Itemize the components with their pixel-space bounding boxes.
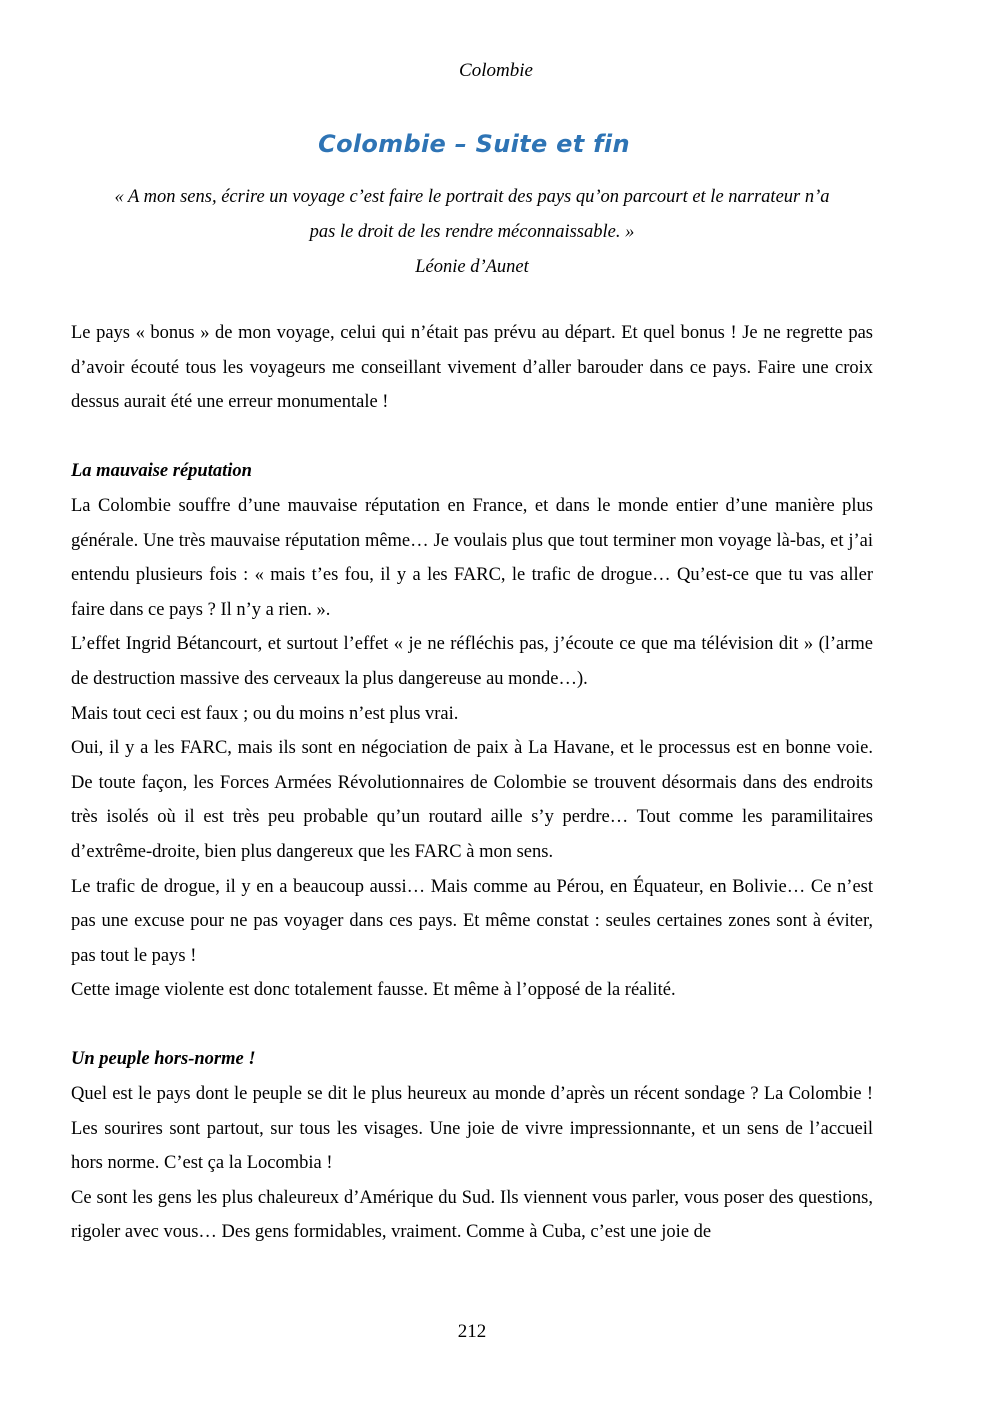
section-heading: Un peuple hors-norme ! [71, 1049, 256, 1070]
paragraph-gap [71, 1008, 873, 1043]
epigraph-line-2: pas le droit de les rendre méconnaissable. » [309, 222, 635, 242]
body-text [71, 316, 873, 1250]
paragraph-gap [71, 420, 873, 455]
paragraph: Ce sont les gens les plus chaleureux d’Amérique du Sud. Ils viennent vous parler, vous poser des questions, rigoler avec vous… Des gens formidables, vraiment. Comme à Cuba, c’est une joie de [71, 1187, 873, 1243]
chapter-title: Colombie – Suite et fin [318, 130, 630, 158]
paragraph: La Colombie souffre d’une mauvaise réputation en France, et dans le monde entier d’une manière plus générale. Une très mauvaise réputation même… Je voulais plus que tout terminer mon voyage là-bas, et j’ai entendu plusieurs fois : « mais t’es fou, il y a les FARC, le trafic de drogue… Qu’est-ce que tu vas aller faire dans ce pays ? Il n’y a rien. ». [71, 495, 873, 620]
paragraph: Le trafic de drogue, il y en a beaucoup aussi… Mais comme au Pérou, en Équateur, en Bolivie… Ce n’est pas une excuse pour ne pas voyager dans ces pays. Et même constat : seules certaines zones sont à éviter, pas tout le pays ! [71, 876, 873, 966]
epigraph [71, 180, 873, 285]
paragraph: L’effet Ingrid Bétancourt, et surtout l’effet « je ne réfléchis pas, j’écoute ce que ma télévision dit » (l’arme de destruction massive des cerveaux la plus dangereuse au monde…). [71, 634, 873, 689]
intro-paragraph: Le pays « bonus » de mon voyage, celui qui n’était pas prévu au départ. Et quel bonus ! Je ne regrette pas d’avoir écouté tous les voyageurs me conseillant vivement d’aller barouder dans ce pays. Faire une croix dessus aurait été une erreur monumentale ! [71, 323, 873, 413]
epigraph-line-1: « A mon sens, écrire un voyage c’est faire le portrait des pays qu’on parcourt et le narrateur n’a [114, 187, 830, 207]
running-header: Colombie [459, 60, 533, 81]
page-number: 212 [457, 1321, 487, 1342]
epigraph-author: Léonie d’Aunet [415, 257, 529, 277]
paragraph: Mais tout ceci est faux ; ou du moins n’est plus vrai. [71, 703, 459, 724]
paragraph: Quel est le pays dont le peuple se dit le plus heureux au monde d’après un récent sondage ? La Colombie ! Les sourires sont partout, sur tous les visages. Une joie de vivre impressionnante, et un sens de l’accueil hors norme. C’est ça la Locombia ! [71, 1084, 873, 1174]
paragraph: Oui, il y a les FARC, mais ils sont en négociation de paix à La Havane, et le processus est en bonne voie. De toute façon, les Forces Armées Révolutionnaires de Colombie se trouvent désormais dans des endroits très isolés où il est très peu probable qu’un routard aille s’y perdre… Tout comme les paramilitaires d’extrême-droite, bien plus dangereux que les FARC à mon sens. [71, 738, 873, 862]
section-heading: La mauvaise réputation [71, 461, 252, 482]
paragraph: Cette image violente est donc totalement fausse. Et même à l’opposé de la réalité. [71, 980, 676, 1001]
